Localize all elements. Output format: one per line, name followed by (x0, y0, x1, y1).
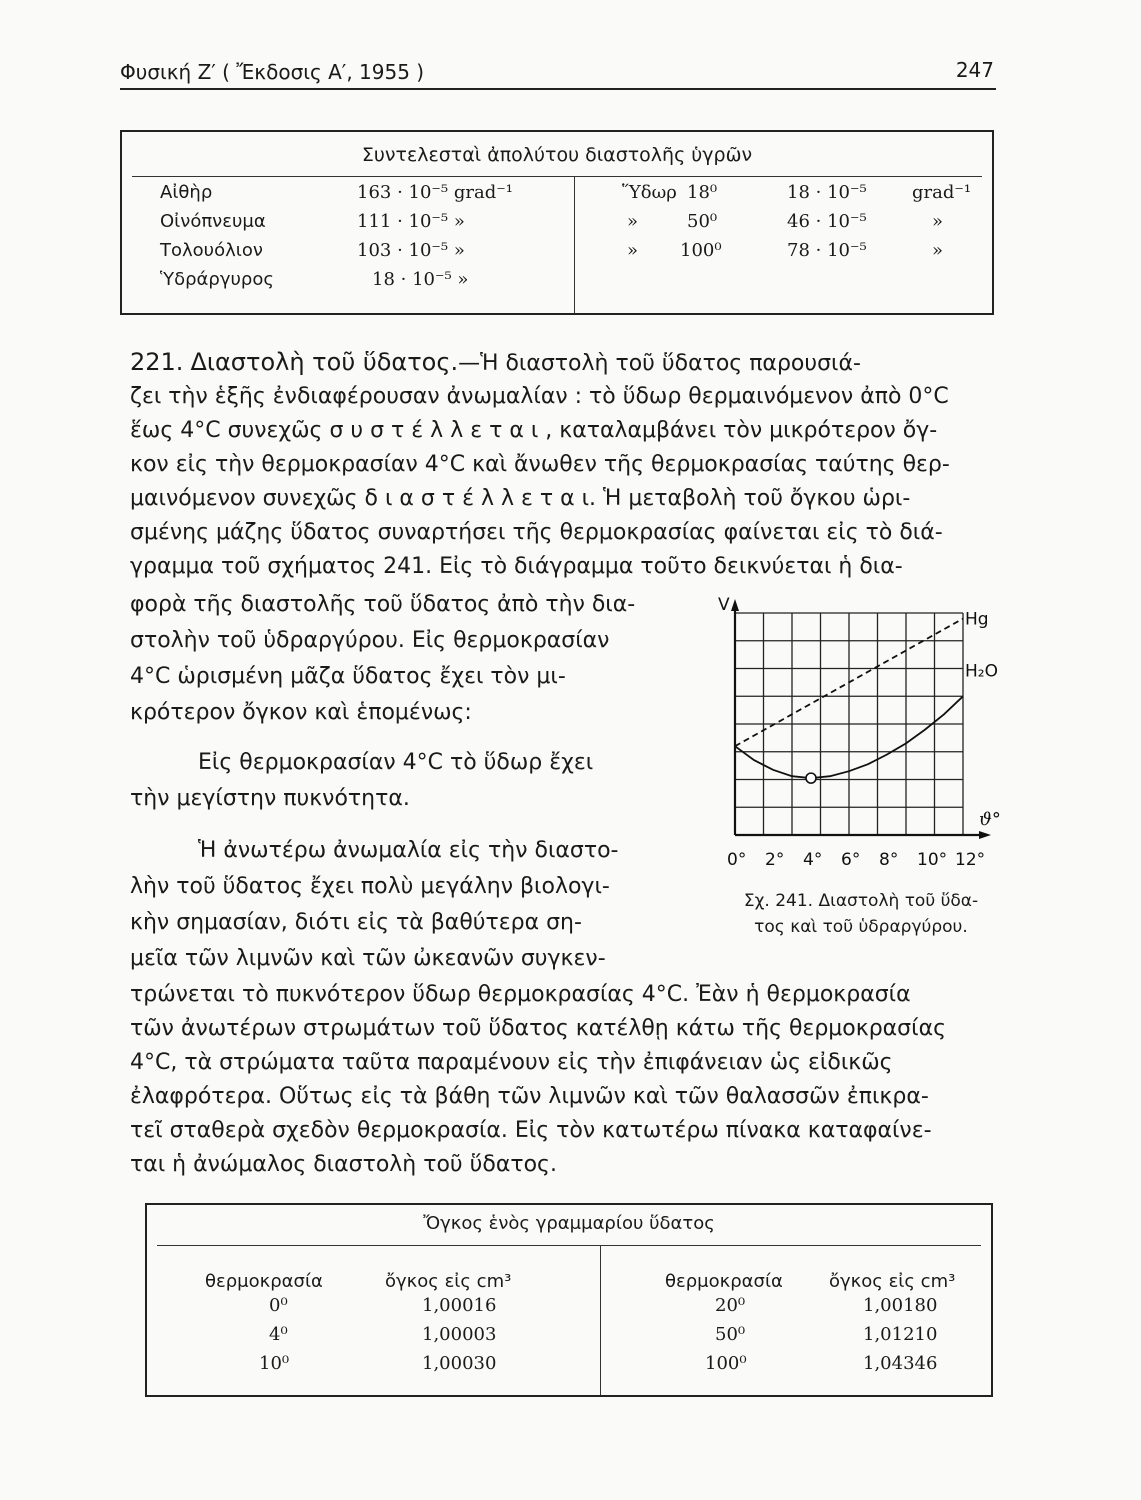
table-rule (132, 176, 982, 177)
x-tick-label: 2° (765, 850, 785, 870)
body-line: 4°C, τὰ στρώματα ταῦτα παραμένουν εἰς τὴν ἐπιφάνειαν ὡς εἰδικῶς (130, 1050, 893, 1075)
highlight-line: τὴν μεγίστην πυκνότητα. (130, 786, 410, 811)
water-label: » (627, 240, 639, 261)
body-line: Ἡ ἀνωτέρω ἀνωμαλία εἰς τὴν διαστο- (198, 838, 619, 863)
minimum-volume-marker (806, 773, 816, 783)
body-line: ἕως 4°C συνεχῶς σ υ σ τ έ λ λ ε τ α ι , καταλαμβάνει τὸν μικρότερον ὄγ- (130, 418, 938, 443)
column-header-volume: ὄγκος εἰς cm³ (385, 1271, 512, 1292)
temperature-cell: 50⁰ (715, 1324, 746, 1345)
page-number: 247 (955, 58, 994, 82)
volume-cell: 1,01210 (863, 1324, 938, 1345)
x-axis-label: ϑ° (979, 809, 1001, 830)
body-line: σμένης μάζης ὕδατος συναρτήσει τῆς θερμοκρασίας φαίνεται εἰς τὸ διά- (130, 520, 943, 545)
water-label: » (627, 211, 639, 232)
temperature-cell: 20⁰ (715, 1295, 746, 1316)
highlight-line: Εἰς θερμοκρασίαν 4°C τὸ ὕδωρ ἔχει (198, 750, 594, 775)
x-tick-label: 6° (841, 850, 861, 870)
table-row (122, 211, 992, 237)
body-line: ζει τὴν ἑξῆς ἐνδιαφέρουσαν ἀνωμαλίαν : τὸ ὕδωρ θερμαινόμενον ἀπὸ 0°C (130, 384, 949, 409)
body-line: γραμμα τοῦ σχήματος 241. Εἰς τὸ διάγραμμα τοῦτο δεικνύεται ἡ δια- (130, 554, 903, 579)
column-header-temperature: θερμοκρασία (665, 1271, 783, 1292)
section-first-line (130, 345, 861, 381)
body-line: 4°C ὡρισμένη μᾶζα ὕδατος ἔχει τὸν μι- (130, 664, 566, 689)
table-rule (157, 1245, 981, 1246)
liquid-name: Τολουόλιον (160, 240, 263, 261)
running-title: Φυσική Ζ′ ( Ἔκδοσις Α′, 1955 ) (120, 60, 425, 84)
body-line: λὴν τοῦ ὕδατος ἔχει πολὺ μεγάλην βιολογι- (130, 874, 610, 899)
x-tick-label: 4° (803, 850, 823, 870)
liquid-name: Οἰνόπνευμα (160, 211, 266, 232)
water-value: 46 · 10⁻⁵ (787, 211, 867, 232)
column-header-temperature: θερμοκρασία (205, 1271, 323, 1292)
expansion-coefficients-table (120, 130, 994, 315)
chart-labels (718, 595, 1001, 870)
water-value: 78 · 10⁻⁵ (787, 240, 867, 261)
expansion-diagram (700, 595, 1010, 885)
body-line: φορὰ τῆς διαστολῆς τοῦ ὕδατος ἀπὸ τὴν δια- (130, 592, 636, 617)
temperature-cell: 10⁰ (259, 1353, 290, 1374)
water-unit: » (932, 240, 944, 261)
water-unit: » (932, 211, 944, 232)
body-line: μαινόμενον συνεχῶς δ ι α σ τ έ λ λ ε τ α ι. Ἡ μεταβολὴ τοῦ ὄγκου ὡρι- (130, 486, 911, 511)
running-head (120, 58, 996, 90)
body-line: τεῖ σταθερὰ σχεδὸν θερμοκρασία. Εἰς τὸν κατωτέρω πίνακα καταφαίνε- (130, 1118, 932, 1143)
chart-grid (731, 599, 991, 839)
caption-line: Σχ. 241. Διαστολὴ τοῦ ὕδα- (743, 891, 979, 911)
body-line: στολὴν τοῦ ὑδραργύρου. Εἰς θερμοκρασίαν (130, 628, 610, 653)
volume-cell: 1,00003 (422, 1324, 497, 1345)
body-line: κρότερον ὄγκον καὶ ἑπομένως: (130, 700, 472, 725)
x-tick-label: 8° (879, 850, 899, 870)
water-temp: 100⁰ (680, 240, 722, 261)
water-unit: grad⁻¹ (912, 182, 972, 203)
liquid-value: 103 · 10⁻⁵ » (357, 240, 465, 261)
water-volume-table (145, 1203, 993, 1397)
liquid-value: 163 · 10⁻⁵ grad⁻¹ (357, 182, 513, 203)
series-label: Hg (965, 609, 989, 630)
x-tick-label: 10° (917, 850, 948, 870)
water-temp: 18⁰ (687, 182, 718, 203)
x-tick-label: 12° (955, 850, 986, 870)
water-label: Ὕδωρ (622, 182, 677, 203)
table-title: Ὄγκος ἑνὸς γραμμαρίου ὕδατος (423, 1213, 715, 1234)
body-line: κον εἰς τὴν θερμοκρασίαν 4°C καὶ ἄνωθεν τῆς θερμοκρασίας ταύτης θερ- (130, 452, 950, 477)
table-title: Συντελεσταὶ ἀπολύτου διαστολῆς ὑγρῶν (361, 144, 753, 166)
body-line: τρώνεται τὸ πυκνότερον ὕδωρ θερμοκρασίας 4°C. Ἐὰν ἡ θερμοκρασία (130, 982, 911, 1007)
temperature-cell: 0⁰ (269, 1295, 288, 1316)
liquid-value: 18 · 10⁻⁵ » (372, 269, 469, 290)
y-axis-arrow (731, 599, 739, 611)
volume-cell: 1,04346 (863, 1353, 938, 1374)
x-tick-label: 0° (727, 850, 747, 870)
figure-caption (716, 888, 1006, 940)
liquid-name: Ὑδράργυρος (160, 269, 274, 290)
table-divider (600, 1245, 601, 1395)
table-row (122, 269, 992, 295)
temperature-cell: 4⁰ (269, 1324, 288, 1345)
body-line: τῶν ἀνωτέρων στρωμάτων τοῦ ὕδατος κατέλθῃ κάτω τῆς θερμοκρασίας (130, 1016, 946, 1041)
volume-cell: 1,00030 (422, 1353, 497, 1374)
liquid-name: Αἰθὴρ (160, 182, 213, 203)
volume-cell: 1,00016 (422, 1295, 497, 1316)
liquid-value: 111 · 10⁻⁵ » (357, 211, 465, 232)
table-row (122, 182, 992, 208)
body-line: ται ἡ ἀνώμαλος διαστολὴ τοῦ ὕδατος. (130, 1152, 557, 1177)
section-number: 221. (130, 348, 184, 376)
table-row (122, 240, 992, 266)
water-value: 18 · 10⁻⁵ (787, 182, 867, 203)
section-first-line-text: —Ἡ διαστολὴ τοῦ ὕδατος παρουσιά- (458, 351, 861, 376)
caption-line: τος καὶ τοῦ ὑδραργύρου. (754, 917, 968, 937)
temperature-cell: 100⁰ (705, 1353, 747, 1374)
x-axis-arrow (979, 831, 991, 839)
y-axis-label: V (718, 595, 730, 615)
column-header-volume: ὄγκος εἰς cm³ (829, 1271, 956, 1292)
body-line: μεῖα τῶν λιμνῶν καὶ τῶν ὠκεανῶν συγκεν- (130, 946, 606, 971)
section-heading: Διαστολὴ τοῦ ὕδατος. (190, 348, 459, 376)
body-line: ἐλαφρότερα. Οὕτως εἰς τὰ βάθη τῶν λιμνῶν καὶ τῶν θαλασσῶν ἐπικρα- (130, 1084, 929, 1109)
volume-cell: 1,00180 (863, 1295, 938, 1316)
series-label: H₂O (965, 661, 998, 682)
body-line: κὴν σημασίαν, διότι εἰς τὰ βαθύτερα ση- (130, 910, 582, 935)
water-temp: 50⁰ (687, 211, 718, 232)
